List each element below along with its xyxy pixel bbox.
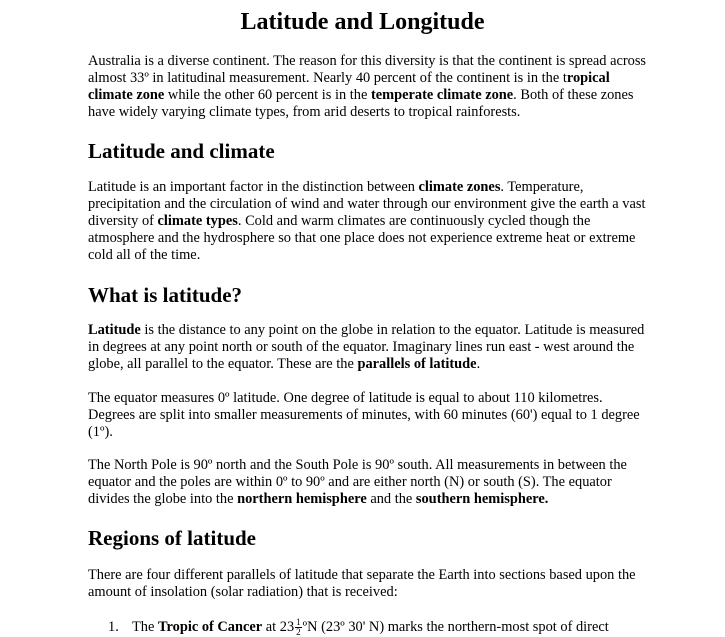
bold-tropic-of-cancer: Tropic of Cancer [157, 618, 263, 635]
list-text-3: ºN (23º 30' N) marks the northern-most spot of direct [302, 618, 609, 635]
equator-paragraph: The equator measures 0º latitude. One degree of latitude is equal to about 110 kilometres. Degrees are split into smaller measurements of minutes, with 60 minutes (60') equal to 1 degree (1º). [88, 390, 640, 440]
latitude-definition-paragraph [88, 322, 648, 373]
heading-regions-of-latitude: Regions of latitude [88, 526, 256, 550]
intro-paragraph [88, 53, 648, 121]
climate-text-3: . Cold and warm climates are continuously cycled though the atmosphere and the hydrosphere so that one place does not experience extreme heat or extreme cold all of the time. [88, 213, 636, 263]
bold-parallels: parallels of latitude [357, 356, 477, 372]
fraction-denominator: 2 [296, 627, 301, 637]
regions-paragraph: There are four different parallels of latitude that separate the Earth into sections based upon the amount of insolation (solar radiation) that is received: [88, 567, 636, 600]
bold-latitude: Latitude [88, 322, 141, 338]
latitude-text-1: is the distance to any point on the globe in relation to the equator. Latitude is measured in degrees at any point north or south of the equator. Imaginary lines run east - west around the globe, all parallel to the equator. These are the [88, 322, 645, 372]
heading-latitude-and-climate: Latitude and climate [88, 139, 275, 163]
list-text-1: The [132, 618, 158, 635]
bold-northern-hemisphere: northern hemisphere [237, 491, 367, 507]
poles-text-2: and the [366, 491, 416, 507]
heading-what-is-latitude: What is latitude? [88, 283, 243, 307]
poles-paragraph [88, 457, 648, 508]
list-number: 1. [108, 618, 119, 635]
climate-bold-zones: climate zones [418, 179, 501, 195]
intro-bold-tropical: ropical climate zone [88, 70, 610, 103]
intro-bold-temperate: temperate climate zone [370, 87, 514, 103]
climate-paragraph [88, 179, 648, 264]
bold-southern-hemisphere: southern hemisphere. [415, 491, 549, 507]
page-title: Latitude and Longitude [240, 9, 485, 35]
fraction-one-half [295, 618, 302, 637]
fraction-numerator: 1 [296, 617, 301, 627]
intro-text-1: Australia is a diverse continent. The reason for this diversity is that the continent is spread across almost 33º in latitudinal measurement. Nearly 40 percent of the continent is in the t [88, 53, 647, 86]
poles-text-1: The North Pole is 90º north and the South Pole is 90º south. All measurements in between the equator and the poles are within 0º to 90º and are either north (N) or south (S). The equator divides the globe into the [88, 457, 627, 507]
climate-bold-types: climate types [157, 213, 238, 229]
list-item-tropic-of-cancer [108, 618, 648, 637]
intro-text-2: while the other 60 percent is in the [164, 87, 371, 103]
climate-text-2: . Temperature, precipitation and the circulation of wind and water through our environment give the earth a vast diversity of [88, 179, 646, 229]
list-text-2: at 23 [262, 618, 295, 635]
intro-text-3: . Both of these zones have widely varying climate types, from arid deserts to tropical rainforests. [88, 87, 634, 120]
climate-text-1: Latitude is an important factor in the distinction between [88, 179, 419, 195]
latitude-text-2: . [476, 356, 481, 372]
